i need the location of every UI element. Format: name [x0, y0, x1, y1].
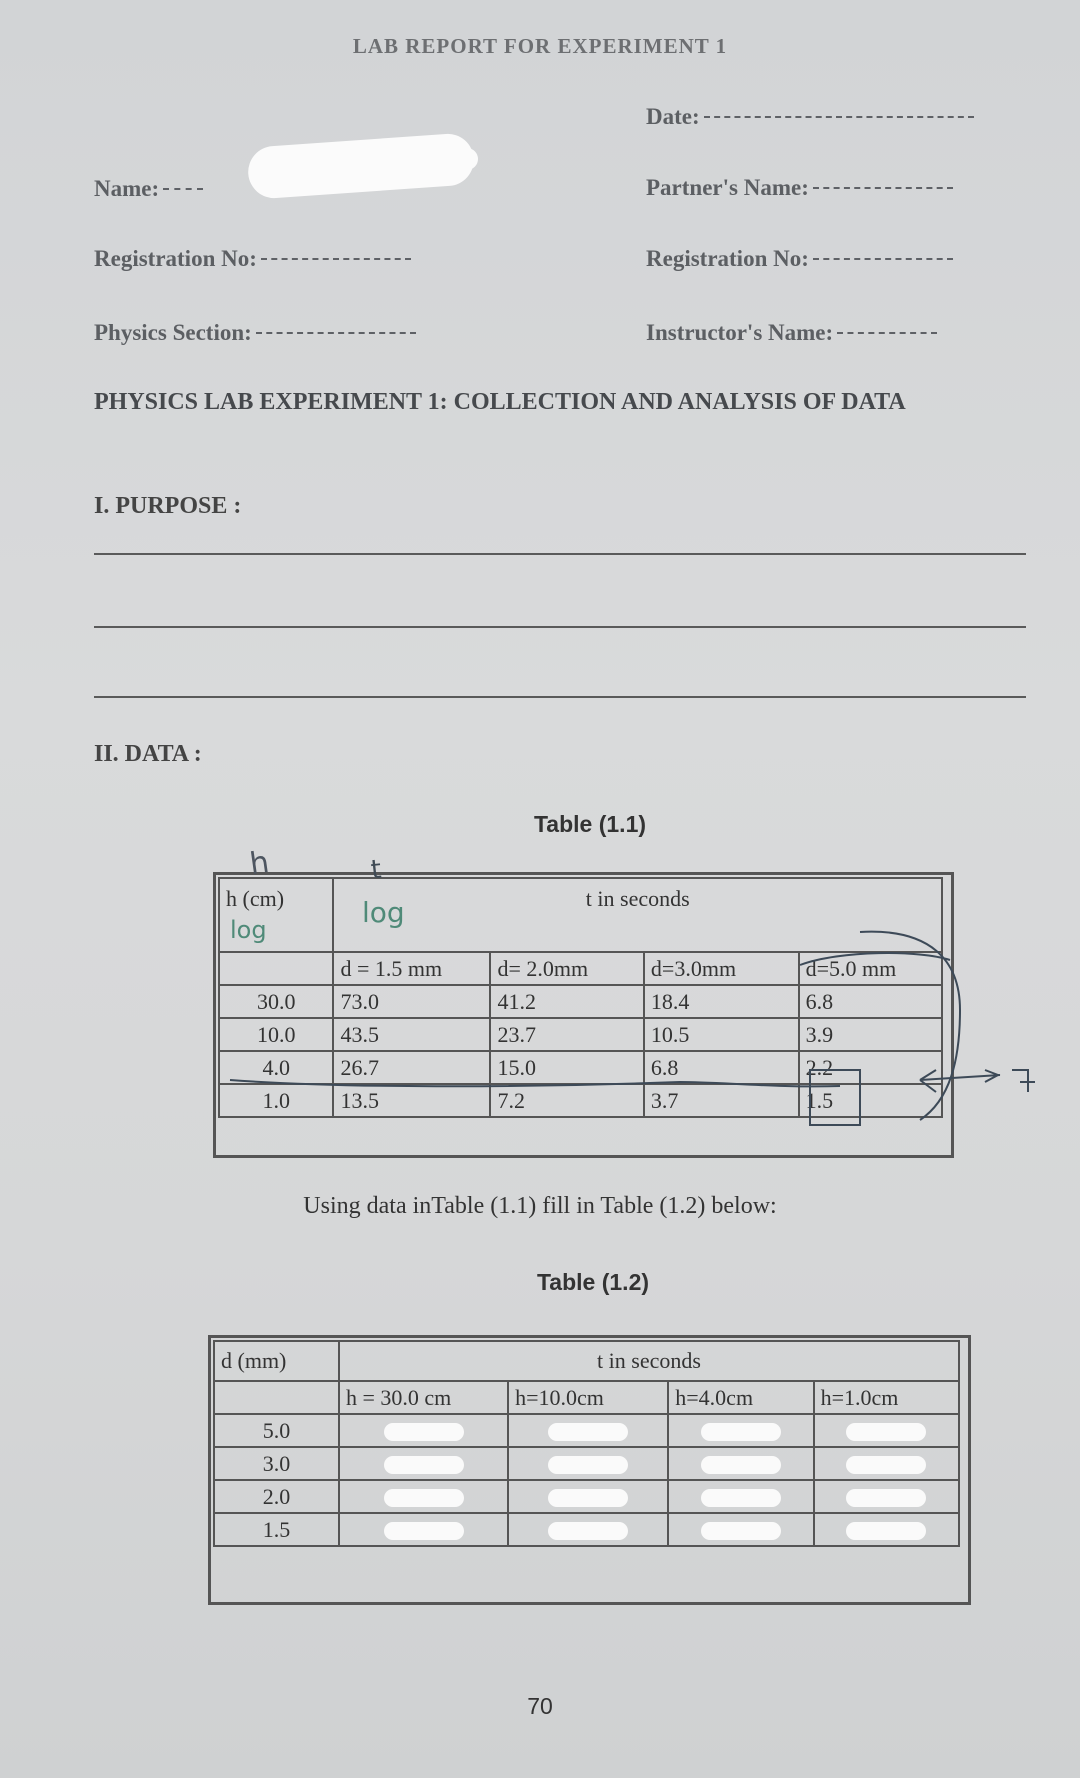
pen-arrow-head	[920, 1070, 936, 1092]
purpose-heading: I. PURPOSE :	[94, 493, 242, 519]
instructor-name-label: Instructor's Name:	[646, 320, 834, 345]
name-field	[94, 176, 203, 202]
table-1-2-caption: Table (1.2)	[536, 1269, 650, 1295]
date-label: Date:	[646, 104, 700, 129]
page-number: 70	[527, 1693, 553, 1719]
table-1-1-row-header: h (cm)	[219, 878, 333, 952]
table-cell-redacted	[814, 1513, 959, 1546]
table-cell: 43.5	[333, 1018, 490, 1051]
partner-name-line	[813, 187, 953, 189]
table-1-2-row-header: d (mm)	[214, 1341, 339, 1381]
handwritten-log-left: log	[230, 916, 267, 944]
table-1-1-group-header: t in seconds	[333, 878, 942, 952]
table-cell-redacted	[508, 1447, 668, 1480]
pen-box	[810, 1070, 860, 1125]
table-1-2-col-header: h = 30.0 cm	[339, 1381, 508, 1414]
table-cell: 41.2	[490, 985, 643, 1018]
table-1-1-h-cell: 1.0	[219, 1084, 333, 1117]
pen-underline	[230, 1080, 840, 1086]
registration-line-right	[813, 258, 953, 260]
table-cell-redacted	[508, 1513, 668, 1546]
table-1-1-col-header: d=3.0mm	[644, 952, 799, 985]
table-1-1-col-header: d = 1.5 mm	[333, 952, 490, 985]
table-row	[214, 1447, 959, 1480]
handwritten-log-right: log	[362, 896, 405, 929]
table-cell: 13.5	[333, 1084, 490, 1117]
data-heading: II. DATA :	[94, 741, 202, 767]
table-1-2-d-cell: 5.0	[214, 1414, 339, 1447]
table-row	[214, 1414, 959, 1447]
table-1-1-h-cell: 4.0	[219, 1051, 333, 1084]
table-cell-redacted	[668, 1414, 813, 1447]
table-1-2-col-header: h=4.0cm	[668, 1381, 813, 1414]
table-cell: 2.2	[799, 1051, 942, 1084]
table-1-1-col-header: d= 2.0mm	[490, 952, 643, 985]
table-cell: 1.5	[799, 1084, 942, 1117]
partner-name-label: Partner's Name:	[646, 175, 809, 200]
handwritten-t-mark: t	[369, 854, 383, 886]
table-1-2-col-header: h=1.0cm	[814, 1381, 959, 1414]
table-cell: 7.2	[490, 1084, 643, 1117]
name-redaction-2	[300, 148, 478, 170]
table-cell: 26.7	[333, 1051, 490, 1084]
table-cell-redacted	[814, 1447, 959, 1480]
table-1-1-caption: Table (1.1)	[533, 811, 647, 837]
purpose-line-1	[94, 553, 1026, 555]
purpose-line-2	[94, 626, 1026, 628]
table-1-2-d-cell: 1.5	[214, 1513, 339, 1546]
registration-line-left	[261, 258, 411, 260]
table-1-2-col-header: h=10.0cm	[508, 1381, 668, 1414]
date-field	[646, 104, 974, 130]
table-cell: 18.4	[644, 985, 799, 1018]
table-cell-redacted	[339, 1414, 508, 1447]
pen-t-mark	[1012, 1070, 1035, 1092]
physics-section-label: Physics Section:	[94, 320, 252, 345]
table-cell-redacted	[814, 1480, 959, 1513]
experiment-title: PHYSICS LAB EXPERIMENT 1: COLLECTION AND ANALYSIS OF DATA	[94, 389, 906, 415]
table-cell: 3.9	[799, 1018, 942, 1051]
name-label: Name:	[94, 176, 160, 201]
registration-label-right: Registration No:	[646, 246, 809, 271]
table-cell-redacted	[339, 1513, 508, 1546]
pen-curve-right	[860, 932, 960, 1120]
instructor-name-line	[837, 332, 937, 334]
table-cell: 73.0	[333, 985, 490, 1018]
table-cell-redacted	[339, 1480, 508, 1513]
table-1-1-col-header: d=5.0 mm	[799, 952, 942, 985]
name-line	[163, 188, 203, 190]
physics-section-line	[256, 332, 416, 334]
purpose-line-3	[94, 696, 1026, 698]
table-cell: 3.7	[644, 1084, 799, 1117]
table-cell: 6.8	[644, 1051, 799, 1084]
table-cell: 15.0	[490, 1051, 643, 1084]
instruction-text: Using data inTable (1.1) fill in Table (1.2) below:	[303, 1193, 777, 1219]
registration-label-left: Registration No:	[94, 246, 257, 271]
table-1-2	[213, 1340, 960, 1547]
table-cell-redacted	[668, 1513, 813, 1546]
registration-field-right	[646, 246, 953, 272]
instructor-name-field	[646, 320, 937, 346]
handwritten-h-mark: h	[247, 844, 272, 883]
table-row	[214, 1513, 959, 1546]
partner-name-field	[646, 175, 953, 201]
table-1-2-blank-cell	[214, 1381, 339, 1414]
table-1-2-d-cell: 2.0	[214, 1480, 339, 1513]
date-line	[704, 116, 974, 118]
report-title: LAB REPORT FOR EXPERIMENT 1	[352, 34, 728, 58]
table-cell: 23.7	[490, 1018, 643, 1051]
table-cell-redacted	[668, 1480, 813, 1513]
table-cell-redacted	[339, 1447, 508, 1480]
pen-curve-top	[800, 953, 950, 965]
table-cell-redacted	[508, 1414, 668, 1447]
table-1-2-group-header: t in seconds	[339, 1341, 959, 1381]
table-row	[214, 1480, 959, 1513]
table-cell: 10.5	[644, 1018, 799, 1051]
table-1-1-h-cell: 30.0	[219, 985, 333, 1018]
physics-section-field	[94, 320, 416, 346]
pen-markings	[220, 870, 1080, 1170]
table-1-1-h-cell: 10.0	[219, 1018, 333, 1051]
table-1-2-d-cell: 3.0	[214, 1447, 339, 1480]
table-cell: 6.8	[799, 985, 942, 1018]
registration-field-left	[94, 246, 411, 272]
table-cell-redacted	[668, 1447, 813, 1480]
table-cell-redacted	[814, 1414, 959, 1447]
table-cell-redacted	[508, 1480, 668, 1513]
